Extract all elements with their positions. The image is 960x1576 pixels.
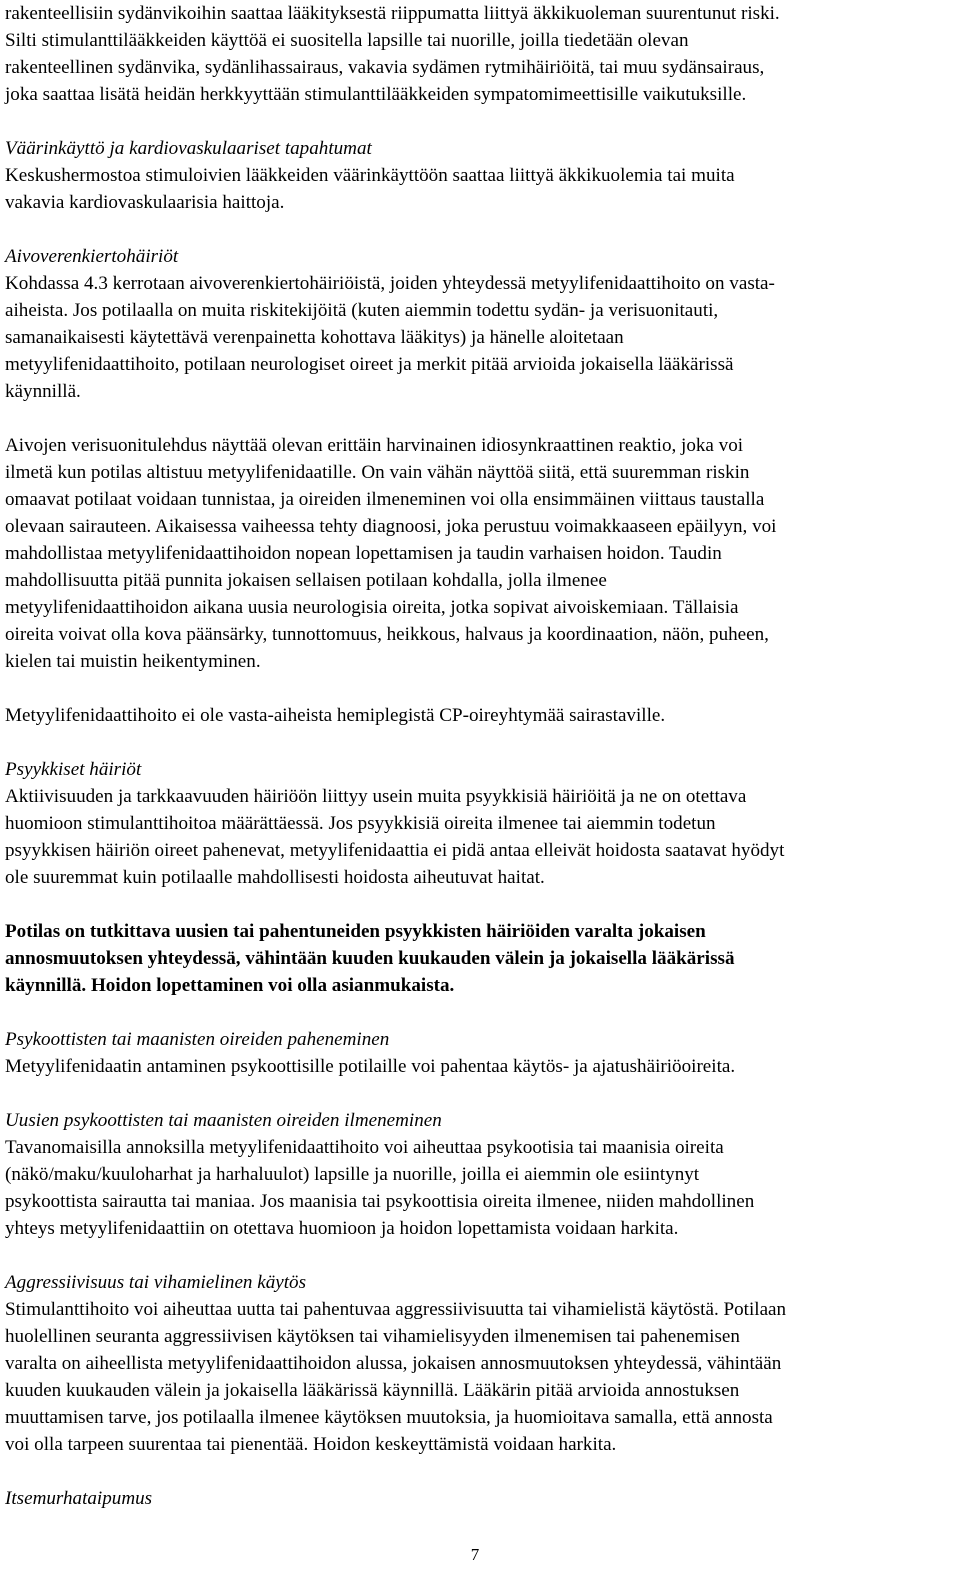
section-aggression — [5, 1269, 955, 1458]
section-heading: Uusien psykoottisten tai maanisten oireiden ilmeneminen — [5, 1110, 442, 1131]
text-line: oireita voivat olla kova päänsärky, tunnottomuus, heikkous, halvaus ja koordinaation, näön, puheen, — [5, 624, 769, 645]
text-line: kuuden kuukauden välein ja jokaisella lääkärissä käynnillä. Lääkärin pitää arvioida annostuksen — [5, 1380, 740, 1401]
text-line: aiheista. Jos potilaalla on muita riskitekijöitä (kuten aiemmin todettu sydän- ja verisuonitauti, — [5, 300, 719, 321]
bold-text-line: annosmuutoksen yhteydessä, vähintään kuuden kuukauden välein ja jokaisella lääkärissä — [5, 948, 735, 969]
text-line: ole suuremmat kuin potilaalle mahdollisesti hoidosta aiheutuvat haitat. — [5, 867, 545, 888]
text-line: omaavat potilaat voidaan tunnistaa, ja oireiden ilmeneminen voi olla ensimmäinen viittaus taustalla — [5, 489, 765, 510]
text-line: muuttamisen tarve, jos potilaalla ilmenee käytöksen muutoksia, ja huomioitava samalla, että annosta — [5, 1407, 773, 1428]
text-line: mahdollistaa metyylifenidaattihoidon nopean lopettamisen ja taudin varhaisen hoidon. Taudin — [5, 543, 722, 564]
text-line: Silti stimulanttilääkkeiden käyttöä ei suositella lapsille tai nuorille, joilla tiedetään olevan — [5, 30, 689, 51]
text-line: yhteys metyylifenidaattiin on otettava huomioon ja hoidon lopettamista voidaan harkita. — [5, 1218, 679, 1239]
text-line: psykoottista sairautta tai maniaa. Jos maanisia tai psykoottisia oireita ilmenee, niiden mahdollinen — [5, 1191, 755, 1212]
text-line: olevaan sairauteen. Aikaisessa vaiheessa tehty diagnoosi, joka perustuu voimakkaaseen epäilyyn, voi — [5, 516, 777, 537]
text-line: mahdollisuutta pitää punnita jokaisen sellaisen potilaan kohdalla, jolla ilmenee — [5, 570, 607, 591]
text-line: samanaikaisesti käytettävä verenpainetta kohottava lääkitys) ja hänelle aloitetaan — [5, 327, 624, 348]
page-number: 7 — [470, 1545, 480, 1564]
text-line: Aivojen verisuonitulehdus näyttää olevan erittäin harvinainen idiosynkraattinen reaktio, joka voi — [5, 435, 744, 456]
intro-paragraph — [5, 0, 955, 108]
text-line: Keskushermostoa stimuloivien lääkkeiden väärinkäyttöön saattaa liittyä äkkikuolemia tai muita — [5, 165, 735, 186]
text-line: vakavia kardiovaskulaarisia haittoja. — [5, 192, 285, 213]
text-line: kielen tai muistin heikentyminen. — [5, 651, 261, 672]
section-psychotic-worsening — [5, 1026, 955, 1080]
text-line: (näkö/maku/kuuloharhat ja harhaluulot) lapsille ja nuorille, joilla ei aiemmin ole esiintynyt — [5, 1164, 700, 1185]
document-page — [5, 0, 955, 1512]
text-line: ilmetä kun potilas altistuu metyylifenidaatille. On vain vähän näyttöä siitä, että suuremman riskin — [5, 462, 750, 483]
section-suicidality — [5, 1485, 955, 1512]
section-heading: Aggressiivisuus tai vihamielinen käytös — [5, 1272, 307, 1293]
text-line: rakenteellinen sydänvika, sydänlihassairaus, vakavia sydämen rytmihäiriöitä, tai muu sydänsairaus, — [5, 57, 765, 78]
text-line: psyykkisen häiriön oireet pahenevat, metyylifenidaattia ei pidä antaa elleivät hoidosta saatavat hyödyt — [5, 840, 785, 861]
text-line: huomioon stimulanttihoitoa määrättäessä. Jos psyykkisiä oireita ilmenee tai aiemmin todetun — [5, 813, 716, 834]
text-line: Metyylifenidaattihoito ei ole vasta-aiheista hemiplegistä CP-oireyhtymää sairastaville. — [5, 705, 666, 726]
bold-text-line: Potilas on tutkittava uusien tai pahentuneiden psyykkisten häiriöiden varalta jokaisen — [5, 921, 706, 942]
text-line: metyylifenidaattihoito, potilaan neurologiset oireet ja merkit pitää arvioida jokaisella lääkärissä — [5, 354, 734, 375]
section-heading: Aivoverenkiertohäiriöt — [5, 246, 179, 267]
text-line: joka saattaa lisätä heidän herkkyyttään stimulanttilääkkeiden sympatomimeettisille vaikutuksille. — [5, 84, 747, 105]
section-heading: Itsemurhataipumus — [5, 1488, 153, 1509]
text-line: Tavanomaisilla annoksilla metyylifenidaattihoito voi aiheuttaa psykootisia tai maanisia oireita — [5, 1137, 724, 1158]
text-line: käynnillä. — [5, 381, 81, 402]
section-heading: Psyykkiset häiriöt — [5, 759, 142, 780]
section-misuse — [5, 135, 955, 216]
text-line: voi olla tarpeen suurentaa tai pienentää. Hoidon keskeyttämistä voidaan harkita. — [5, 1434, 617, 1455]
text-line: Aktiivisuuden ja tarkkaavuuden häiriöön liittyy usein muita psyykkisiä häiriöitä ja ne on otettava — [5, 786, 747, 807]
text-line: Metyylifenidaatin antaminen psykoottisille potilaille voi pahentaa käytös- ja ajatushäiriöoireita. — [5, 1056, 736, 1077]
section-psychotic-new — [5, 1107, 955, 1242]
bold-text-line: käynnillä. Hoidon lopettaminen voi olla asianmukaista. — [5, 975, 455, 996]
text-line: Kohdassa 4.3 kerrotaan aivoverenkiertohäiriöistä, joiden yhteydessä metyylifenidaattihoito on vasta- — [5, 273, 775, 294]
section-cerebrovascular — [5, 243, 955, 729]
section-heading: Psykoottisten tai maanisten oireiden paheneminen — [5, 1029, 390, 1050]
text-line: rakenteellisiin sydänvikoihin saattaa lääkityksestä riippumatta liittyä äkkikuoleman suurentunut riski. — [5, 3, 780, 24]
text-line: varalta on aiheellista metyylifenidaattihoidon alussa, jokaisen annosmuutoksen yhteydessä, vähintään — [5, 1353, 782, 1374]
text-line: Stimulanttihoito voi aiheuttaa uutta tai pahentuvaa aggressiivisuutta tai vihamielistä käytöstä. Potilaan — [5, 1299, 787, 1320]
text-line: metyylifenidaattihoidon aikana uusia neurologisia oireita, jotka sopivat aivoiskemiaan. Tällaisia — [5, 597, 739, 618]
section-psychiatric — [5, 756, 955, 999]
section-heading: Väärinkäyttö ja kardiovaskulaariset tapahtumat — [5, 138, 372, 159]
text-line: huolellinen seuranta aggressiivisen käytöksen tai vihamielisyyden ilmenemisen tai pahenemisen — [5, 1326, 740, 1347]
